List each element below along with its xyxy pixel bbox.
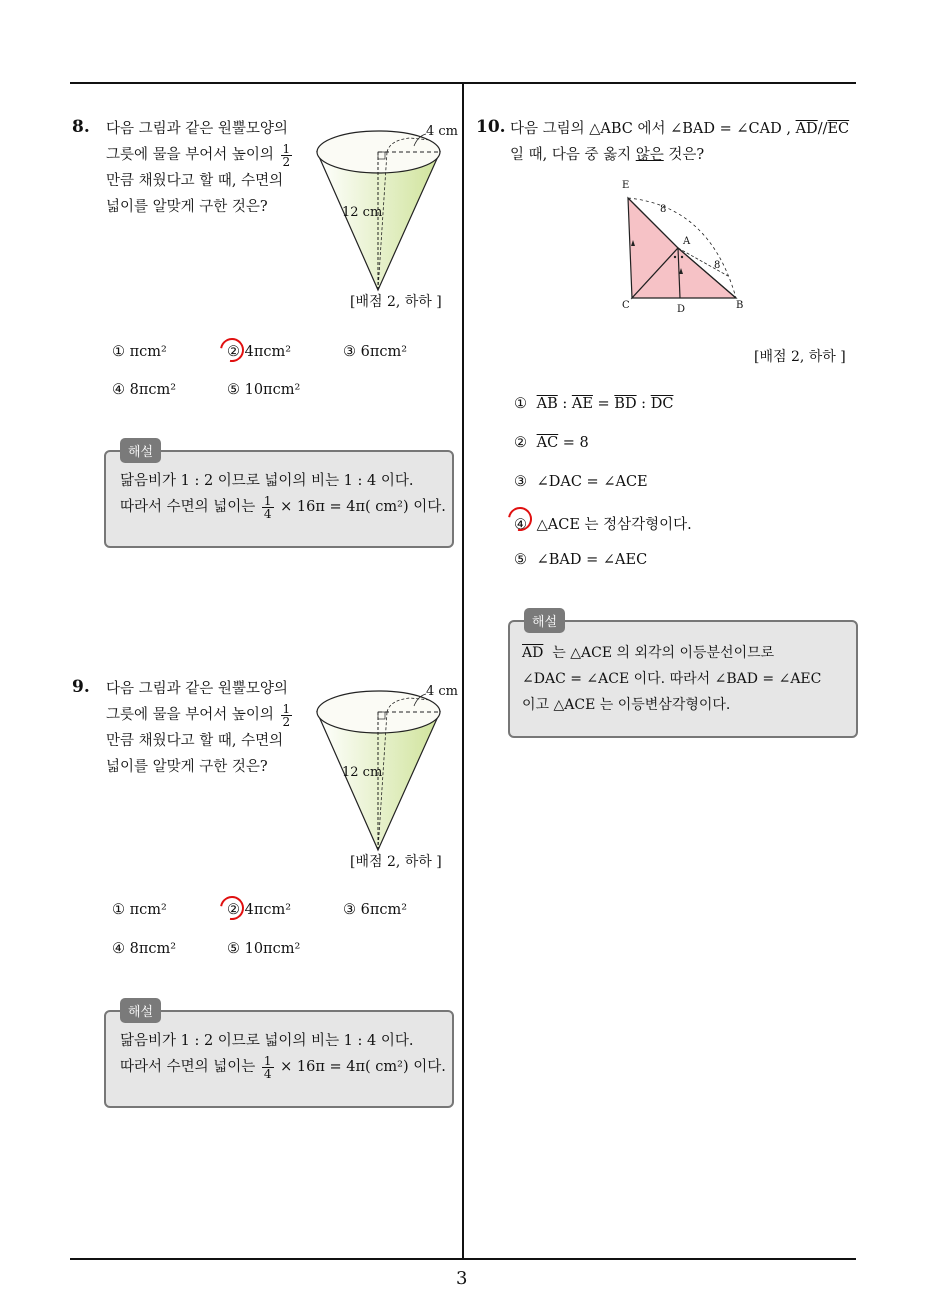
- q8-choice-4[interactable]: ④ 8πcm²: [112, 382, 177, 398]
- q9-line-4: 넓이를 알맞게 구한 것은?: [106, 759, 268, 775]
- q9-sol-frac-num: 1: [263, 1053, 272, 1068]
- q8-solution-tag: 해설: [120, 438, 161, 463]
- q10-solution-tag: 해설: [524, 608, 565, 633]
- q8-sol-frac-num: 1: [263, 493, 272, 508]
- q10-line-2-a: 일 때, 다음 중 옳지: [510, 147, 636, 163]
- q8-line-2-text: 그릇에 물을 부어서 높이의: [106, 147, 274, 163]
- page-number: 3: [456, 1268, 468, 1289]
- q10-label-e: E: [622, 180, 630, 191]
- q9-fraction: [281, 703, 293, 728]
- q10-segment-ad: $\overline{AD}$: [795, 121, 818, 137]
- q8-choice-2[interactable]: ② 4πcm²: [227, 344, 292, 360]
- q10-label-ea: 8: [660, 204, 667, 215]
- q10-choice-3[interactable]: [514, 474, 648, 490]
- q10-choice-2-rest: = 8: [558, 435, 589, 451]
- q10-choice-2-num: ②: [514, 435, 527, 451]
- q9-choice-3[interactable]: ③ 6πcm²: [343, 902, 408, 918]
- q8-choice-5[interactable]: ⑤ 10πcm²: [227, 382, 301, 398]
- q10-line-1-a: 다음 그림의 △ABC 에서 ∠BAD = ∠CAD ,: [510, 121, 791, 137]
- q9-number: 9.: [72, 677, 90, 697]
- q10-choice-1-colon1: :: [557, 396, 572, 412]
- q9-solution-line1: 닮음비가 1 : 2 이므로 넓이의 비는 1 : 4 이다.: [120, 1033, 414, 1049]
- q10-solution-line2: ∠DAC = ∠ACE 이다. 따라서 ∠BAD = ∠AEC: [522, 671, 822, 687]
- column-divider: [462, 82, 464, 1260]
- q10-line-2-b: 것은?: [663, 147, 705, 163]
- q10-choice-1-ae: $\overline{AE}$: [571, 396, 593, 412]
- q10-label-d: D: [677, 304, 686, 315]
- q9-solution-tag: 해설: [120, 998, 161, 1023]
- q10-solution-line1-rest: 는 △ACE 의 외각의 이등분선이므로: [552, 645, 775, 661]
- q9-choice-5[interactable]: ⑤ 10πcm²: [227, 941, 301, 957]
- q8-fraction: [281, 143, 293, 168]
- q10-text: [510, 116, 849, 168]
- q10-line-1: [510, 116, 849, 142]
- q10-choice-1-bd: $\overline{BD}$: [614, 396, 637, 412]
- q8-line-3: 만큼 채웠다고 할 때, 수면의: [106, 173, 284, 189]
- q10-solution-line1: [522, 640, 821, 666]
- q10-choice-3-text: ∠DAC = ∠ACE: [536, 474, 648, 490]
- q10-label-a: A: [683, 236, 691, 247]
- q10-choice-5-text: ∠BAD = ∠AEC: [536, 552, 648, 568]
- q8-choice-3[interactable]: ③ 6πcm²: [343, 344, 408, 360]
- q10-choice-1-dc: $\overline{DC}$: [650, 396, 674, 412]
- q10-choice-1-colon2: :: [636, 396, 651, 412]
- q9-sol-frac-den: 4: [263, 1066, 272, 1081]
- q10-choice-2[interactable]: [514, 435, 589, 451]
- q9-frac-den: 2: [282, 714, 291, 729]
- q8-cone-figure: [310, 118, 460, 298]
- q10-number: 10.: [476, 117, 506, 137]
- q8-line-2: [106, 142, 294, 168]
- q10-label-b: B: [736, 300, 744, 311]
- q10-choice-1-ab: $\overline{AB}$: [536, 396, 558, 412]
- bottom-rule: [70, 1258, 856, 1260]
- q10-choice-4[interactable]: [514, 513, 692, 534]
- q9-choice-4[interactable]: ④ 8πcm²: [112, 941, 177, 957]
- q9-solution-text: [120, 1028, 446, 1080]
- q9-solution-line2-b: × 16π = 4π( cm²) 이다.: [280, 1059, 446, 1075]
- q8-line-4: 넓이를 알맞게 구한 것은?: [106, 199, 268, 215]
- q9-frac-num: 1: [282, 701, 291, 716]
- q10-choice-3-num: ③: [514, 474, 527, 490]
- q10-choice-5-num: ⑤: [514, 552, 527, 568]
- q9-line-3: 만큼 채웠다고 할 때, 수면의: [106, 733, 284, 749]
- q9-cone-figure: [310, 678, 460, 858]
- q9-line-1: 다음 그림과 같은 원뿔모양의: [106, 681, 288, 697]
- q10-score: [배점 2, 하하 ]: [754, 349, 846, 365]
- q10-label-c: C: [622, 300, 630, 311]
- q8-sol-frac-den: 4: [263, 506, 272, 521]
- q10-choice-4-num: ④: [514, 517, 527, 533]
- q10-solution-line3: 이고 △ACE 는 이등변삼각형이다.: [522, 697, 731, 713]
- q9-choice-2[interactable]: ② 4πcm²: [227, 902, 292, 918]
- q9-text: [106, 676, 294, 780]
- q10-triangle-figure: [600, 176, 760, 316]
- q10-solution-ad: $\overline{AD}$: [522, 645, 544, 661]
- q8-height-label: 12 cm: [342, 205, 383, 220]
- q9-line-2-text: 그릇에 물을 부어서 높이의: [106, 707, 274, 723]
- q9-solution-fraction: [262, 1055, 274, 1080]
- q10-parallel-symbol: //: [817, 121, 828, 137]
- q8-solution-line1: 닮음비가 1 : 2 이므로 넓이의 비는 1 : 4 이다.: [120, 473, 414, 489]
- q8-choice-1[interactable]: ① πcm²: [112, 344, 167, 360]
- q10-label-ab: 8: [714, 260, 721, 271]
- q8-solution-line2-a: 따라서 수면의 넓이는: [120, 499, 256, 515]
- q10-choice-5[interactable]: [514, 552, 647, 568]
- q9-radius-label: 4 cm: [426, 684, 459, 699]
- q8-score: [배점 2, 하하 ]: [350, 294, 442, 310]
- q9-answer-mark: [215, 891, 248, 924]
- q9-solution-line2: [120, 1054, 446, 1080]
- q10-line-2-underlined: 않은: [635, 147, 664, 163]
- q8-frac-num: 1: [282, 141, 291, 156]
- q10-choice-1[interactable]: [514, 396, 673, 412]
- q9-score: [배점 2, 하하 ]: [350, 854, 442, 870]
- q8-solution-text: [120, 468, 446, 520]
- q8-text: [106, 116, 294, 220]
- q9-solution-line2-a: 따라서 수면의 넓이는: [120, 1059, 256, 1075]
- q10-solution-text: [522, 640, 821, 718]
- q8-line-1: 다음 그림과 같은 원뿔모양의: [106, 121, 288, 137]
- q8-solution-line2-b: × 16π = 4π( cm²) 이다.: [280, 499, 446, 515]
- q10-choice-2-ac: $\overline{AC}$: [536, 435, 559, 451]
- q10-choice-1-eq: =: [592, 396, 615, 412]
- q8-frac-den: 2: [282, 154, 291, 169]
- q10-choice-1-num: ①: [514, 396, 527, 412]
- q10-line-2: [510, 142, 849, 168]
- q10-segment-ec: $\overline{EC}$: [827, 121, 850, 137]
- q9-choice-1[interactable]: ① πcm²: [112, 902, 167, 918]
- q8-solution-line2: [120, 494, 446, 520]
- q8-number: 8.: [72, 117, 90, 137]
- q8-answer-mark: [215, 333, 248, 366]
- q9-height-label: 12 cm: [342, 765, 383, 780]
- q10-choice-4-text: △ACE 는 정삼각형이다.: [536, 517, 692, 533]
- q8-solution-fraction: [262, 495, 274, 520]
- q8-radius-label: 4 cm: [426, 124, 459, 139]
- q9-line-2: [106, 702, 294, 728]
